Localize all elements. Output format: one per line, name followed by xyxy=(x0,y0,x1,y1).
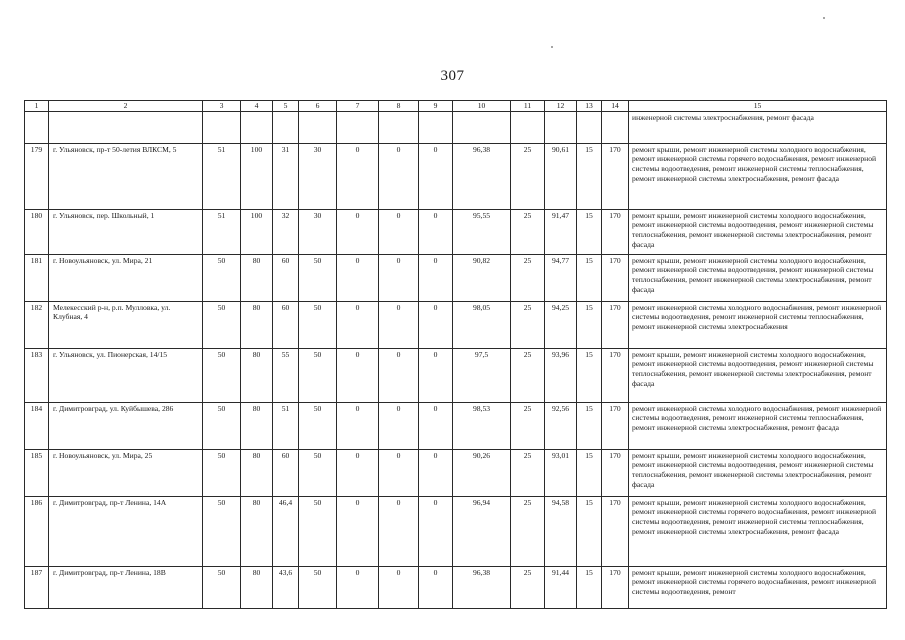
cell xyxy=(379,111,419,143)
value-cell-c3: 50 xyxy=(203,449,241,496)
table-row xyxy=(25,496,887,566)
works-cell: ремонт крыши, ремонт инженерной системы холодного водоснабжения, ремонт инженерной системы водоотведения, ремонт инженерной системы теплоснабжения, ремонт инженерной системы электроснабжения, ремонт фасада xyxy=(629,209,887,254)
row-number-cell: 180 xyxy=(25,209,49,254)
cell xyxy=(273,111,299,143)
value-cell-c4: 80 xyxy=(241,566,273,608)
table-row xyxy=(25,348,887,402)
value-cell-c9: 0 xyxy=(419,566,453,608)
address-cell: г. Димитровград, пр-т Ленина, 18В xyxy=(49,566,203,608)
cell xyxy=(545,111,577,143)
value-cell-c3: 50 xyxy=(203,402,241,449)
table-row xyxy=(25,209,887,254)
address-cell: г. Новоульяновск, ул. Мира, 25 xyxy=(49,449,203,496)
value-cell-c11: 25 xyxy=(511,348,545,402)
cell xyxy=(337,111,379,143)
value-cell-c13: 15 xyxy=(577,209,602,254)
value-cell-c4: 80 xyxy=(241,348,273,402)
table-row xyxy=(25,143,887,209)
row-number-cell: 179 xyxy=(25,143,49,209)
scan-speck xyxy=(551,46,553,48)
column-header: 2 xyxy=(49,101,203,112)
value-cell-c7: 0 xyxy=(337,496,379,566)
value-cell-c9: 0 xyxy=(419,209,453,254)
value-cell-c11: 25 xyxy=(511,254,545,301)
value-cell-c14: 170 xyxy=(602,449,629,496)
value-cell-c4: 80 xyxy=(241,449,273,496)
value-cell-c3: 51 xyxy=(203,209,241,254)
cell xyxy=(299,111,337,143)
value-cell-c3: 50 xyxy=(203,348,241,402)
cell xyxy=(25,111,49,143)
value-cell-c9: 0 xyxy=(419,449,453,496)
cell xyxy=(511,111,545,143)
value-cell-c14: 170 xyxy=(602,254,629,301)
row-number-cell: 185 xyxy=(25,449,49,496)
value-cell-c14: 170 xyxy=(602,209,629,254)
value-cell-c3: 50 xyxy=(203,301,241,348)
column-header: 7 xyxy=(337,101,379,112)
value-cell-c14: 170 xyxy=(602,402,629,449)
value-cell-c3: 51 xyxy=(203,143,241,209)
address-cell: г. Ульяновск, ул. Пионерская, 14/15 xyxy=(49,348,203,402)
value-cell-c11: 25 xyxy=(511,301,545,348)
value-cell-c3: 50 xyxy=(203,566,241,608)
column-header: 1 xyxy=(25,101,49,112)
value-cell-c14: 170 xyxy=(602,143,629,209)
table-body xyxy=(25,101,887,609)
column-header: 13 xyxy=(577,101,602,112)
value-cell-c9: 0 xyxy=(419,496,453,566)
value-cell-c13: 15 xyxy=(577,566,602,608)
value-cell-c4: 80 xyxy=(241,301,273,348)
value-cell-c5: 43,6 xyxy=(273,566,299,608)
value-cell-c4: 100 xyxy=(241,143,273,209)
works-cell: ремонт инженерной системы холодного водоснабжения, ремонт инженерной системы водоотведения, ремонт инженерной системы теплоснабжения, ремонт инженерной системы электроснабжения xyxy=(629,301,887,348)
value-cell-c5: 32 xyxy=(273,209,299,254)
value-cell-c12: 90,61 xyxy=(545,143,577,209)
value-cell-c10: 90,26 xyxy=(453,449,511,496)
value-cell-c3: 50 xyxy=(203,496,241,566)
cell xyxy=(419,111,453,143)
value-cell-c9: 0 xyxy=(419,402,453,449)
value-cell-c13: 15 xyxy=(577,402,602,449)
value-cell-c8: 0 xyxy=(379,209,419,254)
column-header: 10 xyxy=(453,101,511,112)
cell xyxy=(241,111,273,143)
value-cell-c8: 0 xyxy=(379,496,419,566)
address-cell: г. Новоульяновск, ул. Мира, 21 xyxy=(49,254,203,301)
value-cell-c5: 55 xyxy=(273,348,299,402)
value-cell-c12: 92,56 xyxy=(545,402,577,449)
value-cell-c12: 94,58 xyxy=(545,496,577,566)
value-cell-c11: 25 xyxy=(511,143,545,209)
row-number-cell: 181 xyxy=(25,254,49,301)
register-table xyxy=(24,100,887,609)
value-cell-c4: 80 xyxy=(241,254,273,301)
value-cell-c9: 0 xyxy=(419,254,453,301)
table-row xyxy=(25,566,887,608)
value-cell-c13: 15 xyxy=(577,348,602,402)
column-header: 12 xyxy=(545,101,577,112)
works-cell: ремонт крыши, ремонт инженерной системы холодного водоснабжения, ремонт инженерной системы водоотведения, ремонт инженерной системы теплоснабжения, ремонт инженерной системы электроснабжения, ремонт фасада xyxy=(629,348,887,402)
table-row xyxy=(25,449,887,496)
table-row xyxy=(25,402,887,449)
value-cell-c13: 15 xyxy=(577,449,602,496)
value-cell-c7: 0 xyxy=(337,402,379,449)
value-cell-c7: 0 xyxy=(337,143,379,209)
value-cell-c11: 25 xyxy=(511,496,545,566)
value-cell-c3: 50 xyxy=(203,254,241,301)
value-cell-c6: 30 xyxy=(299,143,337,209)
cell xyxy=(577,111,602,143)
value-cell-c13: 15 xyxy=(577,254,602,301)
value-cell-c12: 91,44 xyxy=(545,566,577,608)
row-number-cell: 183 xyxy=(25,348,49,402)
value-cell-c5: 51 xyxy=(273,402,299,449)
page-number: 307 xyxy=(440,68,465,84)
column-header: 6 xyxy=(299,101,337,112)
cell xyxy=(453,111,511,143)
column-header: 8 xyxy=(379,101,419,112)
continuation-row xyxy=(25,111,887,143)
works-cell: ремонт крыши, ремонт инженерной системы холодного водоснабжения, ремонт инженерной системы водоотведения, ремонт инженерной системы теплоснабжения, ремонт инженерной системы электроснабжения, ремонт фасада xyxy=(629,254,887,301)
column-header: 15 xyxy=(629,101,887,112)
value-cell-c14: 170 xyxy=(602,348,629,402)
works-cell: ремонт инженерной системы холодного водоснабжения, ремонт инженерной системы водоотведения, ремонт инженерной системы теплоснабжения, ремонт инженерной системы электроснабжения, ремонт фасада xyxy=(629,402,887,449)
row-number-cell: 184 xyxy=(25,402,49,449)
value-cell-c4: 80 xyxy=(241,402,273,449)
value-cell-c14: 170 xyxy=(602,301,629,348)
value-cell-c10: 98,53 xyxy=(453,402,511,449)
value-cell-c6: 50 xyxy=(299,254,337,301)
column-header: 14 xyxy=(602,101,629,112)
value-cell-c5: 60 xyxy=(273,301,299,348)
value-cell-c8: 0 xyxy=(379,449,419,496)
value-cell-c7: 0 xyxy=(337,301,379,348)
value-cell-c7: 0 xyxy=(337,348,379,402)
address-cell: г. Ульяновск, пр-т 50-летия ВЛКСМ, 5 xyxy=(49,143,203,209)
value-cell-c12: 94,25 xyxy=(545,301,577,348)
value-cell-c8: 0 xyxy=(379,143,419,209)
value-cell-c11: 25 xyxy=(511,449,545,496)
value-cell-c6: 30 xyxy=(299,209,337,254)
value-cell-c14: 170 xyxy=(602,496,629,566)
works-cell: ремонт крыши, ремонт инженерной системы холодного водоснабжения, ремонт инженерной системы водоотведения, ремонт инженерной системы теплоснабжения, ремонт инженерной системы электроснабжения, ремонт фасада xyxy=(629,449,887,496)
value-cell-c7: 0 xyxy=(337,449,379,496)
value-cell-c7: 0 xyxy=(337,254,379,301)
value-cell-c11: 25 xyxy=(511,402,545,449)
works-cell: ремонт крыши, ремонт инженерной системы холодного водоснабжения, ремонт инженерной системы горячего водоснабжения, ремонт инженерной системы водоотведения, ремонт инженерной системы теплоснабжения, ремонт инженерной системы электроснабжения, ремонт фасада xyxy=(629,143,887,209)
address-cell: г. Димитровград, ул. Куйбышева, 286 xyxy=(49,402,203,449)
value-cell-c6: 50 xyxy=(299,449,337,496)
value-cell-c11: 25 xyxy=(511,209,545,254)
value-cell-c13: 15 xyxy=(577,301,602,348)
cell xyxy=(49,111,203,143)
column-header: 4 xyxy=(241,101,273,112)
value-cell-c13: 15 xyxy=(577,496,602,566)
column-header: 5 xyxy=(273,101,299,112)
column-header: 9 xyxy=(419,101,453,112)
value-cell-c12: 94,77 xyxy=(545,254,577,301)
value-cell-c5: 46,4 xyxy=(273,496,299,566)
row-number-cell: 186 xyxy=(25,496,49,566)
value-cell-c8: 0 xyxy=(379,402,419,449)
value-cell-c10: 98,05 xyxy=(453,301,511,348)
row-number-cell: 182 xyxy=(25,301,49,348)
value-cell-c6: 50 xyxy=(299,496,337,566)
value-cell-c12: 91,47 xyxy=(545,209,577,254)
value-cell-c10: 96,38 xyxy=(453,566,511,608)
value-cell-c10: 90,82 xyxy=(453,254,511,301)
value-cell-c10: 96,38 xyxy=(453,143,511,209)
column-header: 11 xyxy=(511,101,545,112)
table-row xyxy=(25,254,887,301)
scan-speck xyxy=(823,17,825,19)
value-cell-c8: 0 xyxy=(379,254,419,301)
value-cell-c5: 60 xyxy=(273,254,299,301)
value-cell-c6: 50 xyxy=(299,402,337,449)
value-cell-c7: 0 xyxy=(337,209,379,254)
value-cell-c10: 96,94 xyxy=(453,496,511,566)
address-cell: г. Димитровград, пр-т Ленина, 14А xyxy=(49,496,203,566)
value-cell-c6: 50 xyxy=(299,566,337,608)
cell xyxy=(203,111,241,143)
value-cell-c7: 0 xyxy=(337,566,379,608)
value-cell-c8: 0 xyxy=(379,566,419,608)
value-cell-c10: 95,55 xyxy=(453,209,511,254)
value-cell-c8: 0 xyxy=(379,301,419,348)
value-cell-c10: 97,5 xyxy=(453,348,511,402)
table-row xyxy=(25,301,887,348)
value-cell-c5: 31 xyxy=(273,143,299,209)
address-cell: Мелекесский р-н, р.п. Мулловка, ул. Клубная, 4 xyxy=(49,301,203,348)
value-cell-c4: 100 xyxy=(241,209,273,254)
value-cell-c6: 50 xyxy=(299,348,337,402)
column-header: 3 xyxy=(203,101,241,112)
address-cell: г. Ульяновск, пер. Школьный, 1 xyxy=(49,209,203,254)
value-cell-c5: 60 xyxy=(273,449,299,496)
cell xyxy=(602,111,629,143)
row-number-cell: 187 xyxy=(25,566,49,608)
value-cell-c9: 0 xyxy=(419,143,453,209)
value-cell-c9: 0 xyxy=(419,301,453,348)
value-cell-c14: 170 xyxy=(602,566,629,608)
works-cell: ремонт крыши, ремонт инженерной системы холодного водоснабжения, ремонт инженерной системы горячего водоснабжения, ремонт инженерной системы водоотведения, ремонт xyxy=(629,566,887,608)
works-cell: ремонт крыши, ремонт инженерной системы холодного водоснабжения, ремонт инженерной системы горячего водоснабжения, ремонт инженерной системы водоотведения, ремонт инженерной системы теплоснабжения, ремонт инженерной системы электроснабжения, ремонт фасада xyxy=(629,496,887,566)
value-cell-c13: 15 xyxy=(577,143,602,209)
value-cell-c9: 0 xyxy=(419,348,453,402)
works-cell: инженерной системы электроснабжения, ремонт фасада xyxy=(629,111,887,143)
value-cell-c12: 93,96 xyxy=(545,348,577,402)
value-cell-c12: 93,01 xyxy=(545,449,577,496)
header-row xyxy=(25,101,887,112)
value-cell-c4: 80 xyxy=(241,496,273,566)
value-cell-c6: 50 xyxy=(299,301,337,348)
value-cell-c8: 0 xyxy=(379,348,419,402)
value-cell-c11: 25 xyxy=(511,566,545,608)
